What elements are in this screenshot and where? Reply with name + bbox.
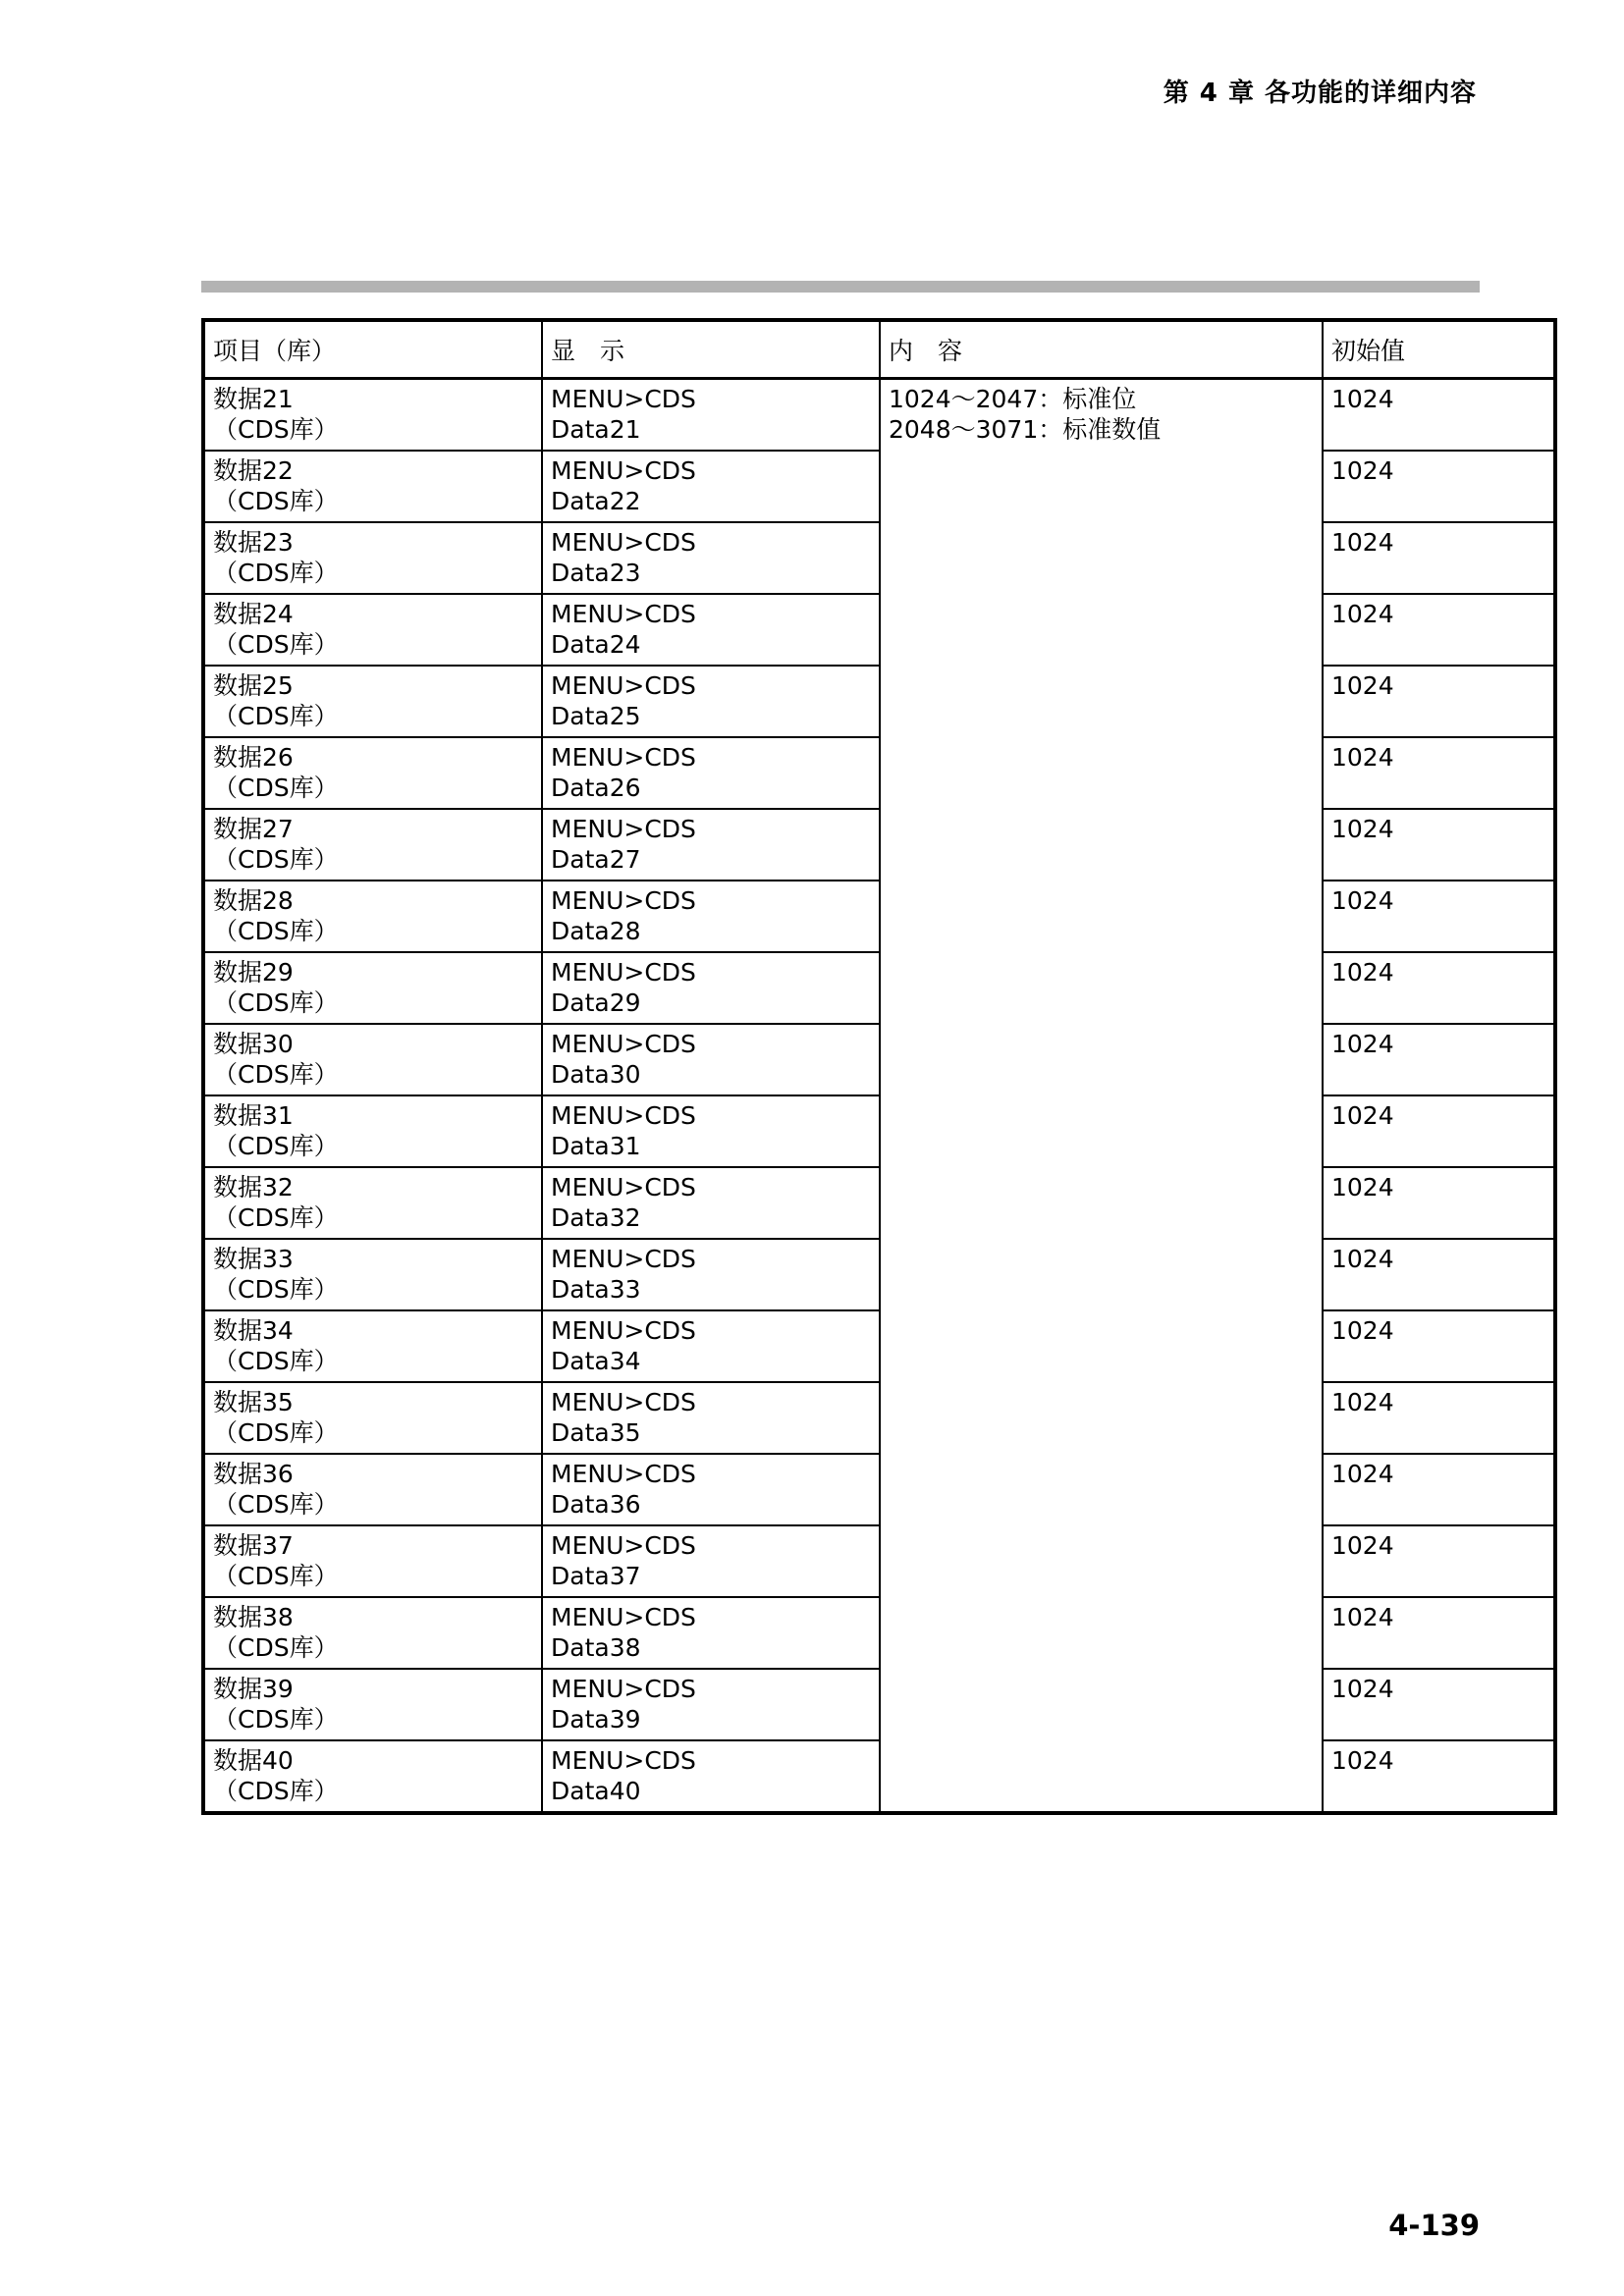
item-name: 数据32 <box>213 1173 294 1201</box>
cell-display <box>542 594 880 666</box>
item-bank: （CDS库） <box>213 1705 339 1734</box>
cell-item <box>203 1310 542 1382</box>
item-bank: （CDS库） <box>213 1633 339 1662</box>
item-name: 数据38 <box>213 1603 294 1631</box>
item-name: 数据39 <box>213 1675 294 1703</box>
cell-display <box>542 1669 880 1740</box>
display-param: Data26 <box>551 774 641 802</box>
cell-display <box>542 1167 880 1239</box>
table-row <box>203 1167 1555 1239</box>
item-bank: （CDS库） <box>213 487 339 515</box>
cell-initial-value: 1024 <box>1323 737 1555 809</box>
display-menu-path: MENU>CDS <box>551 1101 696 1130</box>
table-row <box>203 1740 1555 1813</box>
table-row <box>203 1239 1555 1310</box>
cell-initial-value: 1024 <box>1323 1095 1555 1167</box>
item-bank: （CDS库） <box>213 1347 339 1375</box>
item-name: 数据31 <box>213 1101 294 1130</box>
page-number: 4-139 <box>1388 2209 1480 2242</box>
item-bank: （CDS库） <box>213 559 339 587</box>
cell-display <box>542 1525 880 1597</box>
item-bank: （CDS库） <box>213 1418 339 1447</box>
item-bank: （CDS库） <box>213 1777 339 1805</box>
table-row <box>203 809 1555 881</box>
cell-item <box>203 379 542 452</box>
cell-initial-value: 1024 <box>1323 1454 1555 1525</box>
display-menu-path: MENU>CDS <box>551 671 696 700</box>
display-param: Data28 <box>551 917 641 945</box>
cell-initial-value: 1024 <box>1323 1669 1555 1740</box>
cell-display <box>542 1239 880 1310</box>
display-param: Data33 <box>551 1275 641 1304</box>
cell-item <box>203 1024 542 1095</box>
content-range-line: 1024～2047：标准位 <box>889 385 1137 413</box>
cell-initial-value: 1024 <box>1323 809 1555 881</box>
cell-display <box>542 666 880 737</box>
item-bank: （CDS库） <box>213 845 339 874</box>
display-menu-path: MENU>CDS <box>551 743 696 772</box>
parameter-table <box>201 318 1557 1815</box>
cell-initial-value: 1024 <box>1323 1239 1555 1310</box>
cell-initial-value: 1024 <box>1323 1167 1555 1239</box>
cell-item <box>203 1167 542 1239</box>
display-menu-path: MENU>CDS <box>551 385 696 413</box>
display-menu-path: MENU>CDS <box>551 886 696 915</box>
table-row <box>203 737 1555 809</box>
cell-item <box>203 1382 542 1454</box>
cell-initial-value: 1024 <box>1323 1597 1555 1669</box>
cell-display <box>542 1740 880 1813</box>
cell-initial-value: 1024 <box>1323 1525 1555 1597</box>
table-body <box>203 379 1555 1814</box>
cell-initial-value: 1024 <box>1323 1310 1555 1382</box>
display-param: Data24 <box>551 630 641 659</box>
chapter-header: 第 4 章 各功能的详细内容 <box>1163 79 1477 108</box>
item-bank: （CDS库） <box>213 1203 339 1232</box>
cell-item <box>203 737 542 809</box>
header-content: 内 容 <box>880 320 1323 379</box>
item-bank: （CDS库） <box>213 1060 339 1089</box>
item-bank: （CDS库） <box>213 1275 339 1304</box>
display-menu-path: MENU>CDS <box>551 528 696 557</box>
item-bank: （CDS库） <box>213 1562 339 1590</box>
cell-initial-value: 1024 <box>1323 379 1555 452</box>
cell-initial-value: 1024 <box>1323 1740 1555 1813</box>
display-param: Data39 <box>551 1705 641 1734</box>
display-param: Data38 <box>551 1633 641 1662</box>
display-param: Data22 <box>551 487 641 515</box>
display-menu-path: MENU>CDS <box>551 1173 696 1201</box>
item-name: 数据25 <box>213 671 294 700</box>
table-row <box>203 1310 1555 1382</box>
table-row <box>203 1382 1555 1454</box>
item-name: 数据26 <box>213 743 294 772</box>
item-name: 数据35 <box>213 1388 294 1416</box>
cell-display <box>542 737 880 809</box>
item-bank: （CDS库） <box>213 415 339 444</box>
cell-initial-value: 1024 <box>1323 881 1555 952</box>
cell-initial-value: 1024 <box>1323 952 1555 1024</box>
cell-item <box>203 809 542 881</box>
display-param: Data31 <box>551 1132 641 1160</box>
item-name: 数据21 <box>213 385 294 413</box>
cell-item <box>203 881 542 952</box>
cell-item <box>203 1239 542 1310</box>
cell-initial-value: 1024 <box>1323 1382 1555 1454</box>
item-name: 数据23 <box>213 528 294 557</box>
content-range-line: 2048～3071：标准数值 <box>889 415 1162 444</box>
display-menu-path: MENU>CDS <box>551 600 696 628</box>
cell-display <box>542 1310 880 1382</box>
table-row <box>203 594 1555 666</box>
header-display: 显 示 <box>542 320 880 379</box>
table-row <box>203 451 1555 522</box>
display-menu-path: MENU>CDS <box>551 1531 696 1560</box>
table-row <box>203 952 1555 1024</box>
cell-initial-value: 1024 <box>1323 522 1555 594</box>
display-menu-path: MENU>CDS <box>551 815 696 843</box>
display-menu-path: MENU>CDS <box>551 456 696 485</box>
display-param: Data37 <box>551 1562 641 1590</box>
display-param: Data27 <box>551 845 641 874</box>
table-header-row <box>203 320 1555 379</box>
table-row <box>203 881 1555 952</box>
cell-display <box>542 451 880 522</box>
table-row <box>203 379 1555 452</box>
item-name: 数据40 <box>213 1746 294 1775</box>
item-bank: （CDS库） <box>213 1132 339 1160</box>
display-param: Data36 <box>551 1490 641 1519</box>
header-initial-value: 初始值 <box>1323 320 1555 379</box>
display-menu-path: MENU>CDS <box>551 1388 696 1416</box>
cell-display <box>542 952 880 1024</box>
display-menu-path: MENU>CDS <box>551 1460 696 1488</box>
display-menu-path: MENU>CDS <box>551 1316 696 1345</box>
display-param: Data32 <box>551 1203 641 1232</box>
table-row <box>203 522 1555 594</box>
cell-display <box>542 522 880 594</box>
table-row <box>203 1669 1555 1740</box>
item-bank: （CDS库） <box>213 702 339 730</box>
cell-item <box>203 1597 542 1669</box>
item-name: 数据27 <box>213 815 294 843</box>
display-menu-path: MENU>CDS <box>551 1030 696 1058</box>
table-row <box>203 1024 1555 1095</box>
cell-item <box>203 1525 542 1597</box>
cell-item <box>203 1095 542 1167</box>
display-param: Data29 <box>551 988 641 1017</box>
display-param: Data34 <box>551 1347 641 1375</box>
cell-display <box>542 881 880 952</box>
display-param: Data21 <box>551 415 641 444</box>
display-param: Data25 <box>551 702 641 730</box>
cell-initial-value: 1024 <box>1323 451 1555 522</box>
display-param: Data35 <box>551 1418 641 1447</box>
cell-item <box>203 451 542 522</box>
display-menu-path: MENU>CDS <box>551 1603 696 1631</box>
cell-display <box>542 1597 880 1669</box>
display-param: Data40 <box>551 1777 641 1805</box>
cell-display <box>542 809 880 881</box>
display-menu-path: MENU>CDS <box>551 1675 696 1703</box>
cell-item <box>203 666 542 737</box>
cell-item <box>203 952 542 1024</box>
cell-initial-value: 1024 <box>1323 594 1555 666</box>
item-name: 数据24 <box>213 600 294 628</box>
cell-display <box>542 1095 880 1167</box>
item-name: 数据34 <box>213 1316 294 1345</box>
table-row <box>203 1095 1555 1167</box>
cell-item <box>203 1740 542 1813</box>
item-name: 数据30 <box>213 1030 294 1058</box>
item-bank: （CDS库） <box>213 988 339 1017</box>
table-row <box>203 666 1555 737</box>
table-row <box>203 1454 1555 1525</box>
cell-item <box>203 1669 542 1740</box>
top-rule-divider <box>201 281 1480 293</box>
display-menu-path: MENU>CDS <box>551 958 696 987</box>
table-row <box>203 1525 1555 1597</box>
item-bank: （CDS库） <box>213 774 339 802</box>
cell-initial-value: 1024 <box>1323 666 1555 737</box>
display-param: Data30 <box>551 1060 641 1089</box>
cell-item <box>203 522 542 594</box>
display-menu-path: MENU>CDS <box>551 1746 696 1775</box>
cell-display <box>542 1382 880 1454</box>
header-item: 项目（库） <box>203 320 542 379</box>
cell-item <box>203 594 542 666</box>
display-menu-path: MENU>CDS <box>551 1245 696 1273</box>
table-row <box>203 1597 1555 1669</box>
cell-content <box>880 379 1323 1814</box>
item-name: 数据37 <box>213 1531 294 1560</box>
item-name: 数据29 <box>213 958 294 987</box>
cell-display <box>542 379 880 452</box>
item-name: 数据33 <box>213 1245 294 1273</box>
item-name: 数据22 <box>213 456 294 485</box>
cell-item <box>203 1454 542 1525</box>
cell-initial-value: 1024 <box>1323 1024 1555 1095</box>
cell-display <box>542 1454 880 1525</box>
item-name: 数据36 <box>213 1460 294 1488</box>
item-bank: （CDS库） <box>213 917 339 945</box>
display-param: Data23 <box>551 559 641 587</box>
item-name: 数据28 <box>213 886 294 915</box>
item-bank: （CDS库） <box>213 1490 339 1519</box>
cell-display <box>542 1024 880 1095</box>
item-bank: （CDS库） <box>213 630 339 659</box>
